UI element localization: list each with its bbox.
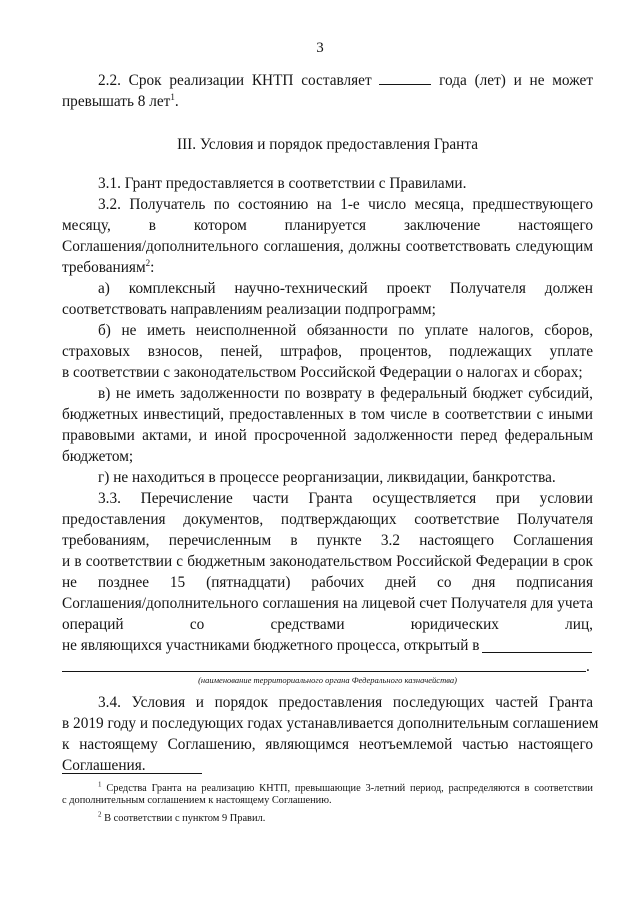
section-2-2-line-1 (62, 70, 593, 91)
requirement-v-line-2: бюджетных инвестиций, предоставленных в том числе в соответствии с иными (62, 406, 593, 423)
section-3-3-line-4: и в соответствии с бюджетным законодательством Российской Федерации в срок (62, 553, 593, 570)
section-3-1: 3.1. Грант предоставляется в соответствии с Правилами. (98, 175, 467, 192)
requirement-v-line-1: в) не иметь задолженности по возврату в федеральный бюджет субсидий, (98, 385, 593, 402)
section-3-3-line-5: не позднее 15 (пятнадцати) рабочих дней со дня подписания (62, 574, 593, 591)
footnote-separator (62, 773, 202, 774)
section-3-3-line-3: требованиям, перечисленным в пункте 3.2 настоящего Соглашения (62, 532, 593, 549)
footnote-1-line-1: $^1$ Средства Гранта на реализацию КНТП, превышающие 3-летний период, распределяются в соответствии (98, 781, 593, 795)
section-3-4-line-3: к настоящему Соглашению, являющимся неотъемлемой частью настоящего (62, 736, 593, 753)
section-3-2-line-1: 3.2. Получатель по состоянию на 1-е число месяца, предшествующего (98, 196, 593, 213)
footnote-mark-1: 1 (98, 781, 102, 789)
section-3-3-line-6: Соглашения/дополнительного соглашения на лицевой счет Получателя для учета (62, 595, 593, 612)
section-3-3-line-1: 3.3. Перечисление части Гранта осуществляется при условии (98, 490, 593, 507)
section-2-2-text-b: года (лет) и не может (439, 72, 594, 89)
requirement-v-line-4: бюджетом; (62, 448, 134, 465)
requirement-v-line-3: правовыми актами, и иной просроченной задолженности перед федеральным (62, 427, 593, 444)
treasury-blank-line-1 (482, 652, 592, 653)
section-3-4-line-2: в 2019 году и последующих годах устанавливается дополнительным соглашением (62, 715, 599, 732)
section-2-2-text-a: 2.2. Срок реализации КНТП составляет (98, 72, 372, 89)
section-3-4-line-4: Соглашения. (62, 757, 146, 774)
footnote-ref-1: 1 (170, 91, 175, 102)
section-3-3-end-period: . (586, 658, 590, 675)
section-3-3-line-2: предоставления документов, подтверждающих соответствие Получателя (62, 511, 593, 528)
treasury-blank-line-2 (62, 671, 586, 672)
footnote-2: $^2$ В соответствии с пунктом 9 Правил. (98, 811, 266, 825)
section-3-2-line-4: требованиям$^2$: (62, 257, 155, 276)
footnote-ref-2: 2 (145, 257, 151, 268)
section-3-4-line-1: 3.4. Условия и порядок предоставления последующих частей Гранта (98, 694, 593, 711)
treasury-caption: (наименование территориального органа Федерального казначейства) (198, 675, 457, 685)
footnote-1-line-2: с дополнительным соглашением к настоящему Соглашению. (62, 795, 332, 806)
footnote-mark-2: 2 (98, 811, 102, 819)
section-3-2-line-3: Соглашения/дополнительного соглашения, должны соответствовать следующим (62, 238, 593, 255)
term-blank-field (379, 70, 431, 85)
requirement-b-line-1: б) не иметь неисполненной обязанности по уплате налогов, сборов, (98, 322, 593, 339)
section-3-2-line-2: месяцу, в котором планируется заключение настоящего (62, 217, 593, 234)
page-number: 3 (316, 40, 324, 56)
requirement-b-line-2: страховых взносов, пеней, штрафов, процентов, подлежащих уплате (62, 343, 593, 360)
section-3-3-line-8: не являющихся участниками бюджетного процесса, открытый в (62, 637, 480, 654)
requirement-a-line-2: соответствовать направлениям реализации подпрограмм; (62, 301, 436, 318)
section-2-2-line-2: превышать 8 лет$^1$. (62, 91, 179, 110)
section-3-heading: III. Условия и порядок предоставления Гранта (176, 136, 478, 153)
section-3-3-line-7: операций со средствами юридических лиц, (62, 616, 593, 633)
requirement-g: г) не находиться в процессе реорганизации, ликвидации, банкротства. (98, 469, 556, 486)
requirement-a-line-1: а) комплексный научно-технический проект Получателя должен (98, 280, 593, 297)
requirement-b-line-3: в соответствии с законодательством Российской Федерации о налогах и сборах; (62, 364, 583, 381)
